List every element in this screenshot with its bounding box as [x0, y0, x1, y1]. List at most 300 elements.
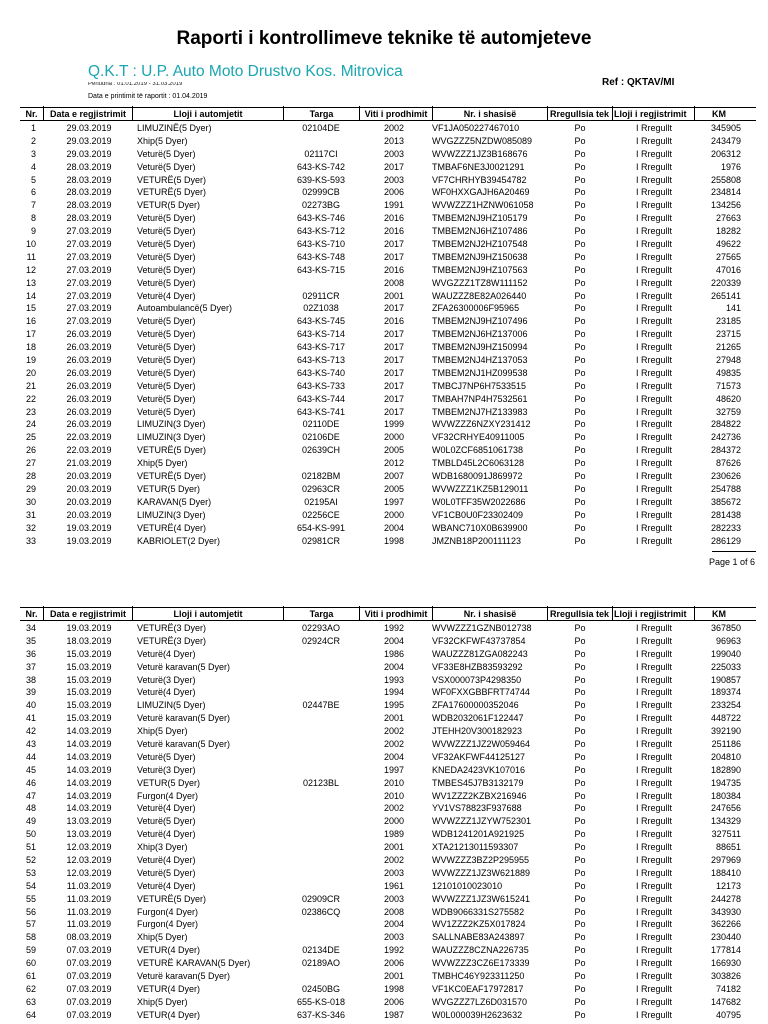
registration-type-cell: I Rregullt: [636, 251, 673, 262]
registration-date-cell: 22.03.2019: [66, 445, 112, 456]
table-row: [0, 893, 768, 906]
chassis-number-cell: VF32CRHYE40911005: [432, 432, 525, 443]
plate-number-cell: 643-KS-741: [296, 406, 346, 417]
registration-date-cell: 26.03.2019: [66, 380, 112, 391]
registration-type-cell: I Rregullt: [636, 342, 673, 353]
table-row: [0, 906, 768, 919]
chassis-number-cell: VF33E8HZB83593292: [432, 661, 523, 672]
registration-date-cell: 26.03.2019: [66, 406, 112, 417]
vehicle-type-cell: VETURË(3 Dyer): [137, 623, 207, 633]
chassis-number-cell: 12101010023010: [432, 880, 503, 891]
registration-date-cell: 08.03.2019: [66, 932, 112, 943]
production-year-cell: 1997: [383, 764, 405, 775]
regularity-cell: Po: [574, 432, 586, 443]
regularity-cell: Po: [574, 303, 586, 314]
production-year-cell: 2002: [383, 123, 405, 133]
table-row: [0, 841, 768, 854]
vehicle-type-cell: Veturë(5 Dyer): [137, 406, 196, 417]
production-year-cell: 1987: [383, 1009, 405, 1020]
vehicle-type-cell: Xhip(5 Dyer): [137, 135, 188, 146]
chassis-number-cell: TMBEM2NJ9HZ107496: [432, 316, 528, 327]
registration-date-cell: 12.03.2019: [66, 855, 112, 866]
plate-number-cell: 02999CB: [302, 187, 340, 198]
column-divider: [694, 106, 695, 120]
table-row: [0, 418, 768, 431]
column-divider: [694, 606, 695, 620]
production-year-cell: 2003: [383, 932, 405, 943]
regularity-cell: Po: [574, 983, 586, 994]
registration-type-cell: I Rregullt: [636, 867, 673, 878]
registration-date-cell: 20.03.2019: [66, 496, 112, 507]
chassis-number-cell: TMBEM2NJ7HZ133983: [432, 406, 528, 417]
regularity-cell: Po: [574, 829, 586, 840]
table-row: [0, 290, 768, 303]
vehicle-type-cell: Xhip(5 Dyer): [137, 458, 188, 469]
plate-number-cell: 643-KS-715: [296, 264, 346, 275]
registration-date-cell: 13.03.2019: [66, 829, 112, 840]
registration-type-cell: I Rregullt: [636, 880, 673, 891]
kilometers-cell: 87626: [715, 458, 741, 469]
plate-number-cell: 643-KS-744: [296, 393, 346, 404]
registration-type-cell: I Rregullt: [636, 509, 673, 520]
kilometers-cell: 367850: [710, 623, 741, 633]
regularity-cell: Po: [574, 380, 586, 391]
plate-number-cell: 637-KS-346: [296, 1009, 346, 1020]
regularity-cell: Po: [574, 239, 586, 250]
vehicle-type-cell: Veturë(4 Dyer): [137, 855, 196, 866]
production-year-cell: 2006: [383, 187, 405, 198]
plate-number-cell: 643-KS-742: [296, 161, 346, 172]
regularity-cell: Po: [574, 958, 586, 969]
regularity-cell: Po: [574, 816, 586, 827]
kilometers-cell: 255808: [710, 174, 741, 185]
registration-date-cell: 14.03.2019: [66, 790, 112, 801]
registration-date-cell: 15.03.2019: [66, 700, 112, 711]
chassis-number-cell: W0L0ZCF6851061738: [432, 445, 524, 456]
table-row: [0, 509, 768, 522]
kilometers-cell: 303826: [710, 971, 741, 982]
chassis-number-cell: W0L000039H2623632: [432, 1009, 523, 1020]
table-row: [0, 522, 768, 535]
registration-date-cell: 20.03.2019: [66, 471, 112, 482]
regularity-cell: Po: [574, 971, 586, 982]
production-year-cell: 2016: [383, 213, 405, 224]
kilometers-cell: 23715: [715, 329, 741, 340]
registration-type-cell: I Rregullt: [636, 842, 673, 853]
column-header-plate: Targa: [309, 609, 334, 619]
chassis-number-cell: VF32AKFWF44125127: [432, 751, 526, 762]
table-row: [0, 828, 768, 841]
production-year-cell: 2001: [383, 971, 405, 982]
row-number-cell: 3: [30, 148, 36, 159]
table-row: [0, 444, 768, 457]
vehicle-type-cell: Veturë(5 Dyer): [137, 393, 196, 404]
registration-date-cell: 28.03.2019: [66, 161, 112, 172]
table-row: [0, 764, 768, 777]
row-number-cell: 26: [25, 445, 36, 456]
column-header-year: Viti i prodhimit: [364, 109, 428, 119]
production-year-cell: 2017: [383, 251, 405, 262]
registration-date-cell: 15.03.2019: [66, 687, 112, 698]
plate-number-cell: 02182BM: [301, 471, 341, 482]
registration-type-cell: I Rregullt: [636, 687, 673, 698]
registration-date-cell: 22.03.2019: [66, 432, 112, 443]
registration-type-cell: I Rregullt: [636, 522, 673, 533]
registration-type-cell: I Rregullt: [636, 674, 673, 685]
row-number-cell: 2: [30, 135, 36, 146]
registration-type-cell: I Rregullt: [636, 919, 673, 930]
plate-number-cell: 02450BG: [301, 983, 341, 994]
vehicle-type-cell: VETUR(5 Dyer): [137, 777, 201, 788]
row-number-cell: 54: [25, 880, 36, 891]
chassis-number-cell: WV1ZZZ2KZBX216946: [432, 790, 527, 801]
production-year-cell: 2004: [383, 751, 405, 762]
chassis-number-cell: WAUZZZ81ZGA082243: [432, 648, 528, 659]
registration-date-cell: 21.03.2019: [66, 458, 112, 469]
registration-type-cell: I Rregullt: [636, 445, 673, 456]
chassis-number-cell: WDB1680091J869972: [432, 471, 523, 482]
production-year-cell: 2008: [383, 277, 405, 288]
reference-code: Ref : QKTAV/MI: [602, 77, 675, 88]
plate-number-cell: 02639CH: [301, 445, 341, 456]
registration-date-cell: 28.03.2019: [66, 187, 112, 198]
vehicle-type-cell: VETURË(5 Dyer): [137, 893, 207, 904]
registration-date-cell: 14.03.2019: [66, 764, 112, 775]
vehicle-type-cell: Veturë(5 Dyer): [137, 355, 196, 366]
column-header-registration-type: Lloji i regjistrimit: [614, 109, 687, 119]
regularity-cell: Po: [574, 509, 586, 520]
kilometers-cell: 282233: [710, 522, 741, 533]
vehicle-type-cell: Veturë(3 Dyer): [137, 764, 196, 775]
table-row: [0, 328, 768, 341]
row-number-cell: 5: [30, 174, 36, 185]
plate-number-cell: 02924CR: [301, 635, 341, 646]
row-number-cell: 1: [30, 123, 36, 133]
production-year-cell: 2003: [383, 174, 405, 185]
production-year-cell: 2004: [383, 661, 405, 672]
column-divider: [359, 606, 360, 620]
registration-type-cell: I Rregullt: [636, 661, 673, 672]
production-year-cell: 2004: [383, 919, 405, 930]
kilometers-cell: 49835: [715, 367, 741, 378]
kilometers-cell: 47016: [715, 264, 741, 275]
vehicle-type-cell: Veturë(5 Dyer): [137, 816, 196, 827]
row-number-cell: 41: [25, 713, 36, 724]
production-year-cell: 2017: [383, 355, 405, 366]
table-row: [0, 635, 768, 648]
registration-type-cell: I Rregullt: [636, 187, 673, 198]
chassis-number-cell: WVWZZZ3CZ6E173339: [432, 958, 530, 969]
vehicle-type-cell: VETURË(5 Dyer): [137, 471, 207, 482]
row-number-cell: 45: [25, 764, 36, 775]
vehicle-type-cell: VETURË KARAVAN(5 Dyer): [137, 958, 251, 969]
plate-number-cell: 02195AI: [304, 496, 338, 507]
kilometers-cell: 385672: [710, 496, 741, 507]
table-row: [0, 367, 768, 380]
kilometers-cell: 234814: [710, 187, 741, 198]
registration-type-cell: I Rregullt: [636, 855, 673, 866]
table-row: [0, 854, 768, 867]
registration-date-cell: 29.03.2019: [66, 123, 112, 133]
regularity-cell: Po: [574, 367, 586, 378]
table-row: [0, 457, 768, 470]
registration-type-cell: I Rregullt: [636, 535, 673, 546]
registration-type-cell: I Rregullt: [636, 303, 673, 314]
chassis-number-cell: JMZNB18P200111123: [432, 535, 522, 546]
vehicle-type-cell: Veturë karavan(5 Dyer): [137, 713, 231, 724]
table-row: [0, 148, 768, 161]
kilometers-cell: 251186: [711, 739, 741, 750]
vehicle-type-cell: VETURË(5 Dyer): [137, 445, 207, 456]
chassis-number-cell: WAUZZZ8CZNA226735: [432, 945, 529, 956]
table-row: [0, 238, 768, 251]
kilometers-cell: 40795: [715, 1009, 741, 1020]
registration-date-cell: 27.03.2019: [66, 290, 112, 301]
vehicle-type-cell: VETUR(4 Dyer): [137, 983, 201, 994]
kilometers-cell: 18282: [715, 226, 741, 237]
column-divider: [132, 106, 133, 120]
table-row: [0, 777, 768, 790]
regularity-cell: Po: [574, 445, 586, 456]
kilometers-cell: 27663: [715, 213, 741, 224]
registration-date-cell: 20.03.2019: [66, 509, 112, 520]
table-row: [0, 751, 768, 764]
registration-date-cell: 19.03.2019: [66, 522, 112, 533]
vehicle-type-cell: LIMUZIN(5 Dyer): [137, 700, 206, 711]
vehicle-type-cell: Veturë(4 Dyer): [137, 648, 196, 659]
registration-type-cell: I Rregullt: [636, 135, 673, 146]
registration-type-cell: I Rregullt: [636, 471, 673, 482]
production-year-cell: 2001: [383, 290, 405, 301]
registration-type-cell: I Rregullt: [636, 406, 673, 417]
chassis-number-cell: TMBEM2NJ4HZ137053: [432, 355, 528, 366]
kilometers-cell: 134256: [710, 200, 741, 211]
production-year-cell: 1998: [383, 535, 405, 546]
chassis-number-cell: WF0FXXGBBFRT74744: [432, 687, 530, 698]
row-number-cell: 43: [25, 739, 36, 750]
registration-type-cell: I Rregullt: [636, 713, 673, 724]
plate-number-cell: 643-KS-746: [296, 213, 346, 224]
row-number-cell: 17: [25, 329, 36, 340]
chassis-number-cell: VF32CKFWF43737854: [432, 635, 526, 646]
vehicle-type-cell: VETURË(4 Dyer): [137, 522, 207, 533]
column-header-vehicle-type: Lloji i automjetit: [173, 609, 243, 619]
vehicle-type-cell: VETUR(5 Dyer): [137, 200, 201, 211]
regularity-cell: Po: [574, 161, 586, 172]
regularity-cell: Po: [574, 880, 586, 891]
chassis-number-cell: WVGZZZ5NZDW085089: [432, 135, 533, 146]
production-year-cell: 2005: [383, 445, 405, 456]
kilometers-cell: 230440: [710, 932, 741, 943]
chassis-number-cell: TMBEM2NJ6HZ137006: [432, 329, 528, 340]
row-number-cell: 21: [25, 380, 36, 391]
registration-date-cell: 26.03.2019: [66, 342, 112, 353]
row-number-cell: 6: [30, 187, 36, 198]
plate-number-cell: 655-KS-018: [296, 996, 346, 1007]
table-row: [0, 983, 768, 996]
row-number-cell: 30: [25, 496, 36, 507]
regularity-cell: Po: [574, 790, 586, 801]
registration-date-cell: 07.03.2019: [66, 945, 112, 956]
row-number-cell: 61: [25, 971, 36, 982]
regularity-cell: Po: [574, 687, 586, 698]
plate-number-cell: 02981CR: [301, 535, 341, 546]
row-number-cell: 32: [25, 522, 36, 533]
registration-date-cell: 15.03.2019: [66, 648, 112, 659]
registration-type-cell: I Rregullt: [636, 983, 673, 994]
report-period: Periudha : 01.01.2019 - 31.03.2019: [88, 82, 183, 87]
table-row: [0, 212, 768, 225]
vehicle-type-cell: VETURË(5 Dyer): [137, 187, 207, 198]
row-number-cell: 27: [25, 458, 36, 469]
chassis-number-cell: VF1CB0U0F23302409: [432, 509, 524, 520]
vehicle-type-cell: Veturë(4 Dyer): [137, 687, 196, 698]
row-number-cell: 22: [25, 393, 36, 404]
table-row: [0, 483, 768, 496]
footer-divider: [712, 551, 756, 552]
regularity-cell: Po: [574, 648, 586, 659]
registration-date-cell: 18.03.2019: [66, 635, 112, 646]
kilometers-cell: 247656: [710, 803, 741, 814]
plate-number-cell: 02273BG: [301, 200, 341, 211]
vehicle-type-cell: Veturë(5 Dyer): [137, 380, 196, 391]
chassis-number-cell: W0L0TFF35W2022686: [432, 496, 526, 507]
column-header-vehicle-type: Lloji i automjetit: [173, 109, 243, 119]
row-number-cell: 14: [25, 290, 36, 301]
registration-date-cell: 26.03.2019: [66, 393, 112, 404]
production-year-cell: 2010: [383, 777, 405, 788]
kilometers-cell: 71573: [715, 380, 741, 391]
chassis-number-cell: WAUZZZ8E82A026440: [432, 290, 527, 301]
registration-type-cell: I Rregullt: [636, 200, 673, 211]
regularity-cell: Po: [574, 483, 586, 494]
kilometers-cell: 27948: [715, 355, 741, 366]
row-number-cell: 56: [25, 906, 36, 917]
kilometers-cell: 230626: [710, 471, 741, 482]
regularity-cell: Po: [574, 867, 586, 878]
column-header-regularity: Rregullsia tek: [550, 609, 610, 619]
registration-type-cell: I Rregullt: [636, 496, 673, 507]
vehicle-type-cell: Xhip(5 Dyer): [137, 996, 188, 1007]
table-row: [0, 135, 768, 148]
column-divider: [612, 606, 613, 620]
vehicle-type-cell: Veturë(5 Dyer): [137, 213, 196, 224]
registration-date-cell: 14.03.2019: [66, 739, 112, 750]
production-year-cell: 2001: [383, 713, 405, 724]
production-year-cell: 2003: [383, 867, 405, 878]
regularity-cell: Po: [574, 135, 586, 146]
registration-type-cell: I Rregullt: [636, 123, 673, 133]
regularity-cell: Po: [574, 945, 586, 956]
registration-date-cell: 27.03.2019: [66, 239, 112, 250]
column-divider: [547, 606, 548, 620]
chassis-number-cell: YV1VS78823F937688: [432, 803, 522, 814]
vehicle-type-cell: Veturë(3 Dyer): [137, 674, 196, 685]
registration-type-cell: I Rregullt: [636, 458, 673, 469]
production-year-cell: 2017: [383, 406, 405, 417]
production-year-cell: 1991: [383, 200, 405, 211]
plate-number-cell: 643-KS-710: [296, 239, 346, 250]
vehicle-type-cell: Furgon(4 Dyer): [137, 790, 199, 801]
regularity-cell: Po: [574, 329, 586, 340]
registration-type-cell: I Rregullt: [636, 393, 673, 404]
row-number-cell: 58: [25, 932, 36, 943]
table-row: [0, 225, 768, 238]
registration-type-cell: I Rregullt: [636, 906, 673, 917]
production-year-cell: 2017: [383, 303, 405, 314]
table-row: [0, 496, 768, 509]
registration-type-cell: I Rregullt: [636, 226, 673, 237]
kilometers-cell: 225033: [710, 661, 741, 672]
production-year-cell: 2013: [383, 135, 405, 146]
production-year-cell: 1961: [383, 880, 405, 891]
plate-number-cell: 643-KS-713: [296, 355, 346, 366]
registration-date-cell: 07.03.2019: [66, 983, 112, 994]
regularity-cell: Po: [574, 174, 586, 185]
row-number-cell: 13: [25, 277, 36, 288]
kilometers-cell: 180384: [710, 790, 741, 801]
qkt-header: Q.K.T : U.P. Auto Moto Drustvo Kos. Mitrovica: [88, 63, 403, 80]
kilometers-cell: 188410: [710, 867, 741, 878]
vehicle-type-cell: Xhip(3 Dyer): [137, 842, 188, 853]
table-row: [0, 174, 768, 187]
production-year-cell: 2003: [383, 148, 405, 159]
table-row: [0, 790, 768, 803]
registration-date-cell: 07.03.2019: [66, 958, 112, 969]
chassis-number-cell: WVWZZZ1JZ3B168676: [432, 148, 528, 159]
vehicle-type-cell: Veturë(5 Dyer): [137, 161, 196, 172]
row-number-cell: 35: [25, 635, 36, 646]
chassis-number-cell: ZFA26300006F95965: [432, 303, 520, 314]
production-year-cell: 2007: [383, 471, 405, 482]
production-year-cell: 1997: [383, 496, 405, 507]
table-row: [0, 918, 768, 931]
production-year-cell: 2016: [383, 226, 405, 237]
regularity-cell: Po: [574, 355, 586, 366]
row-number-cell: 49: [25, 816, 36, 827]
chassis-number-cell: TMBCJ7NP6H7533515: [432, 380, 527, 391]
column-divider: [43, 106, 44, 120]
kilometers-cell: 242736: [710, 432, 741, 443]
table-row: [0, 470, 768, 483]
plate-number-cell: 02123BL: [302, 777, 340, 788]
kilometers-cell: 49622: [715, 239, 741, 250]
row-number-cell: 44: [25, 751, 36, 762]
registration-type-cell: I Rregullt: [636, 790, 673, 801]
production-year-cell: 2000: [383, 432, 405, 443]
registration-type-cell: I Rregullt: [636, 277, 673, 288]
regularity-cell: Po: [574, 406, 586, 417]
production-year-cell: 2017: [383, 161, 405, 172]
vehicle-type-cell: Veturë karavan(5 Dyer): [137, 739, 231, 750]
row-number-cell: 51: [25, 842, 36, 853]
vehicle-type-cell: Veturë(4 Dyer): [137, 803, 196, 814]
registration-date-cell: 27.03.2019: [66, 251, 112, 262]
registration-type-cell: I Rregullt: [636, 367, 673, 378]
kilometers-cell: 297969: [710, 855, 741, 866]
regularity-cell: Po: [574, 148, 586, 159]
chassis-number-cell: WF0HXXGAJH6A20469: [432, 187, 530, 198]
column-header-vin: Nr. i shasisë: [463, 609, 517, 619]
plate-number-cell: 643-KS-714: [296, 329, 346, 340]
chassis-number-cell: WVWZZZ1JZ3W621889: [432, 867, 531, 878]
kilometers-cell: 244278: [710, 893, 741, 904]
kilometers-cell: 88651: [715, 842, 741, 853]
kilometers-cell: 147682: [710, 996, 741, 1007]
vehicle-type-cell: Veturë(4 Dyer): [137, 290, 196, 301]
table-row: [0, 686, 768, 699]
kilometers-cell: 265141: [710, 290, 741, 301]
